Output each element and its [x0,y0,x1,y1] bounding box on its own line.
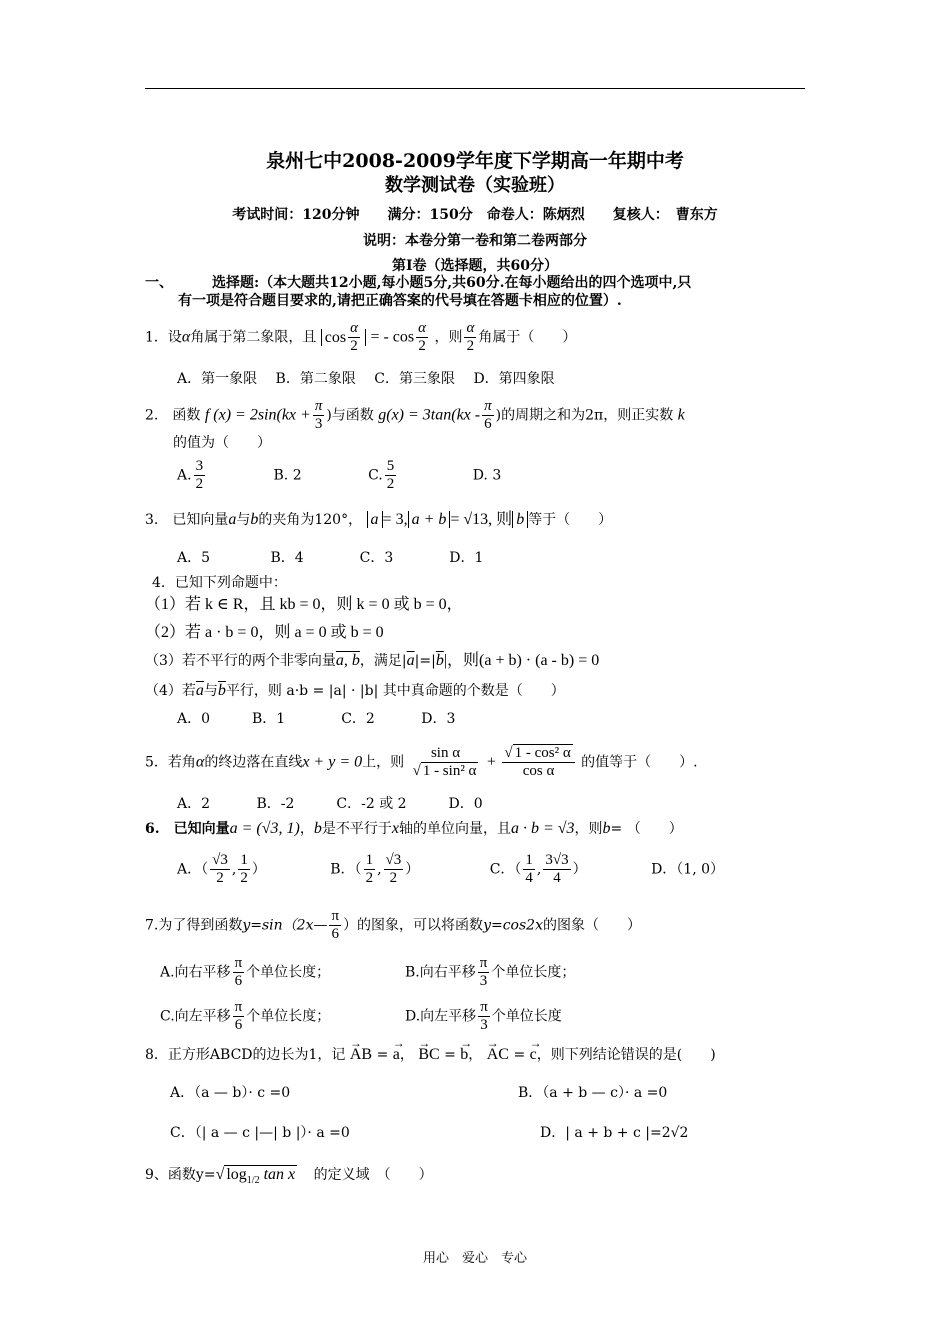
exam-info: 考试时间：120分钟 满分：150分 命卷人：陈炳烈 复核人： 曹东方 [232,207,718,223]
page-footer: 用心 爱心 专心 [422,1251,527,1266]
question-5-options: A．2 B．-2 C．-2 或 2 D．0 [177,796,483,812]
question-8: 8．正方形ABCD的边长为1，记 → AB = → a， → BC = → b， → AC = → c，则下列结论错误的是( ) [145,1046,716,1064]
question-7: 7.为了得到函数y=sin（2x— $\frac{\pi}{6}$ ）的图象，可以将函数y=cos2x的图象（ ） [145,908,641,942]
question-9: 9、函数y=√ $\log_{1/2} \tan x$ 的定义域 （ ） [145,1166,433,1187]
question-2-line2: 的值为（ ） [173,435,271,451]
question-2: 2. 函数 f (x) = 2sin(kx + $\frac{\pi}{3}$ )与函数 g(x) = 3tan(kx - $\frac{\pi}{6}$ )的周期之和为2π，则正实数 k [145,398,685,432]
question-7-option-a: A.向右平移 $\frac{\pi}{6}$ 个单位长度； [160,955,331,989]
question-4-options: A．0 B．1 C．2 D．3 [177,711,456,727]
question-1-options: A．第一象限 B．第二象限 C．第三象限 D．第四象限 [177,371,555,387]
question-6: 6. 已知向量a = (√3, 1)，b是不平行于x轴的单位向量，且a · b = √3，则b= （ ） [145,820,683,837]
question-3-options: A．5 B．4 C．3 D．1 [177,550,484,566]
question-8-option-d: D．| a + b + c |=2√2 [540,1125,689,1141]
question-7-option-c: C.向左平移 $\frac{\pi}{6}$ 个单位长度； [160,999,331,1033]
question-4-stem: 4．已知下列命题中： [152,575,287,591]
question-5: 5．若角α的终边落在直线x + y = 0上，则 $\frac{\text{sin α}}{\text{√ 1 - sin² α}}$ + $\frac{\text{√ 1 - cos² α}}{\text{cos α}}$ 的值等于（ ）. [145,745,698,779]
question-6-options: A．（ $\frac{√3}{2}$ , $\frac{1}{2}$ ） B．（ $\frac{1}{2}$ , $\frac{√3}{2}$ ） C．（ $\frac{1}{4}$ , $\frac{3√3}{4}$ ） D．（1, 0） [177,852,725,886]
part-number: 一、 [145,275,173,291]
question-4-prop-2: （2）若 a · b = 0，则 a = 0 或 b = 0 [145,624,384,641]
question-1: 1．设α角属于第二象限，且 cos $\frac{\alpha}{2}$ = - cos $\frac{\alpha}{2}$ ，则 $\frac{\alpha}{2}$ 角属于（ ） [145,320,577,355]
question-7-option-d: D.向左平移 $\frac{\pi}{3}$ 个单位长度 [405,999,562,1033]
question-4-prop-3: （3）若不平行的两个非零向量a, b，满足$|\overline{a}|=|\overline{b}|$，则(a + b) · (a - b) = 0 [145,652,600,669]
question-2-options: A. $\frac{3}{2}$ B. 2 C. $\frac{5}{2}$ D. 3 [177,458,502,492]
part-instructions-line2: 有一项是符合题目要求的,请把正确答案的代号填在答题卡相应的位置）. [178,293,622,309]
exam-note: 说明：本卷分第一卷和第二卷两部分 [363,233,587,249]
section-heading: 第Ⅰ卷（选择题，共60分） [391,258,559,274]
question-4-prop-4: （4）若$\overline{a}$与$\overline{b}$平行，则 a·b = |a| · |b| 其中真命题的个数是（ ） [145,682,565,699]
question-8-option-a: A．（a — b）· c =0 [170,1085,291,1101]
question-4-prop-1: （1）若 k ∈ R，且 kb = 0，则 k = 0 或 b = 0， [145,596,463,613]
exam-title: 泉州七中2008-2009学年度下学期高一年期中考 [266,150,684,172]
question-7-option-b: B.向右平移 $\frac{\pi}{3}$ 个单位长度； [405,955,576,989]
question-3: 3. 已知向量a与b的夹角为120°， a = 3, a + b = √13, 则 b 等于（ ） [145,511,613,528]
header-rule [145,88,805,89]
question-8-option-c: C．（| a — c |—| b |）· a =0 [170,1125,350,1141]
part-instructions-line1: 选择题:（本大题共12小题,每小题5分,共60分.在每小题给出的四个选项中,只 [212,275,692,291]
exam-subtitle: 数学测试卷（实验班） [385,175,565,196]
question-8-option-b: B．（a + b — c）· a =0 [518,1085,668,1101]
